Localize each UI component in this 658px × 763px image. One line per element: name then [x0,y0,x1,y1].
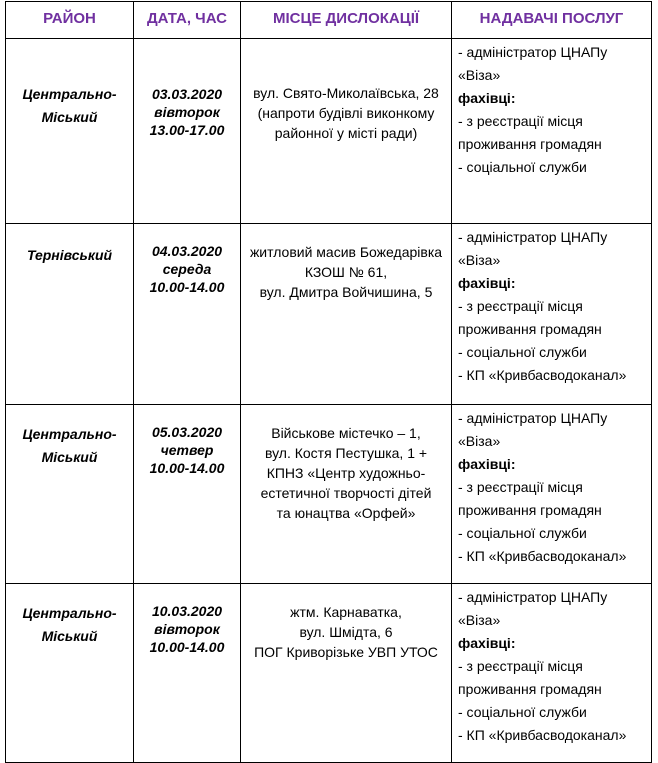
district-cell: Центрально- Міський [6,584,134,763]
district-cell: Центрально- Міський [6,405,134,584]
table-row [6,405,652,584]
district-cell: Центрально- Міський [6,39,134,224]
header-district: РАЙОН [6,2,134,39]
providers-cell: - адміністратор ЦНАПу «Віза» фахівці: - з реєстрації місця проживання громадян - соціальної служби - КП «Кривбасводоканал» [452,224,652,405]
schedule-table [5,1,652,763]
providers-cell: - адміністратор ЦНАПу «Віза» фахівці: - з реєстрації місця проживання громадян - соціальної служби [452,39,652,224]
location-cell: Військове містечко – 1, вул. Костя Пестушка, 1 + КПНЗ «Центр художньо- естетичної творчості дітей та юнацтва «Орфей» [241,405,452,584]
table-row [6,224,652,405]
district-cell: Тернівський [6,224,134,405]
header-location: МІСЦЕ ДИСЛОКАЦІЇ [241,2,452,39]
table-row [6,584,652,763]
table-row [6,39,652,224]
date-cell: 03.03.2020 вівторок 13.00-17.00 [134,39,241,224]
date-cell: 05.03.2020 четвер 10.00-14.00 [134,405,241,584]
providers-cell: - адміністратор ЦНАПу «Віза» фахівці: - з реєстрації місця проживання громадян - соціальної служби - КП «Кривбасводоканал» [452,405,652,584]
header-row [6,2,652,39]
header-date-time: ДАТА, ЧАС [134,2,241,39]
location-cell: житловий масив Божедарівка КЗОШ № 61, вул. Дмитра Войчишина, 5 [241,224,452,405]
date-cell: 04.03.2020 середа 10.00-14.00 [134,224,241,405]
location-cell: вул. Свято-Миколаївська, 28 (напроти будівлі виконкому районної у місті ради) [241,39,452,224]
date-cell: 10.03.2020 вівторок 10.00-14.00 [134,584,241,763]
header-providers: НАДАВАЧІ ПОСЛУГ [452,2,652,39]
providers-cell: - адміністратор ЦНАПу «Віза» фахівці: - з реєстрації місця проживання громадян - соціальної служби - КП «Кривбасводоканал» [452,584,652,763]
location-cell: жтм. Карнаватка, вул. Шмідта, 6 ПОГ Криворізьке УВП УТОС [241,584,452,763]
